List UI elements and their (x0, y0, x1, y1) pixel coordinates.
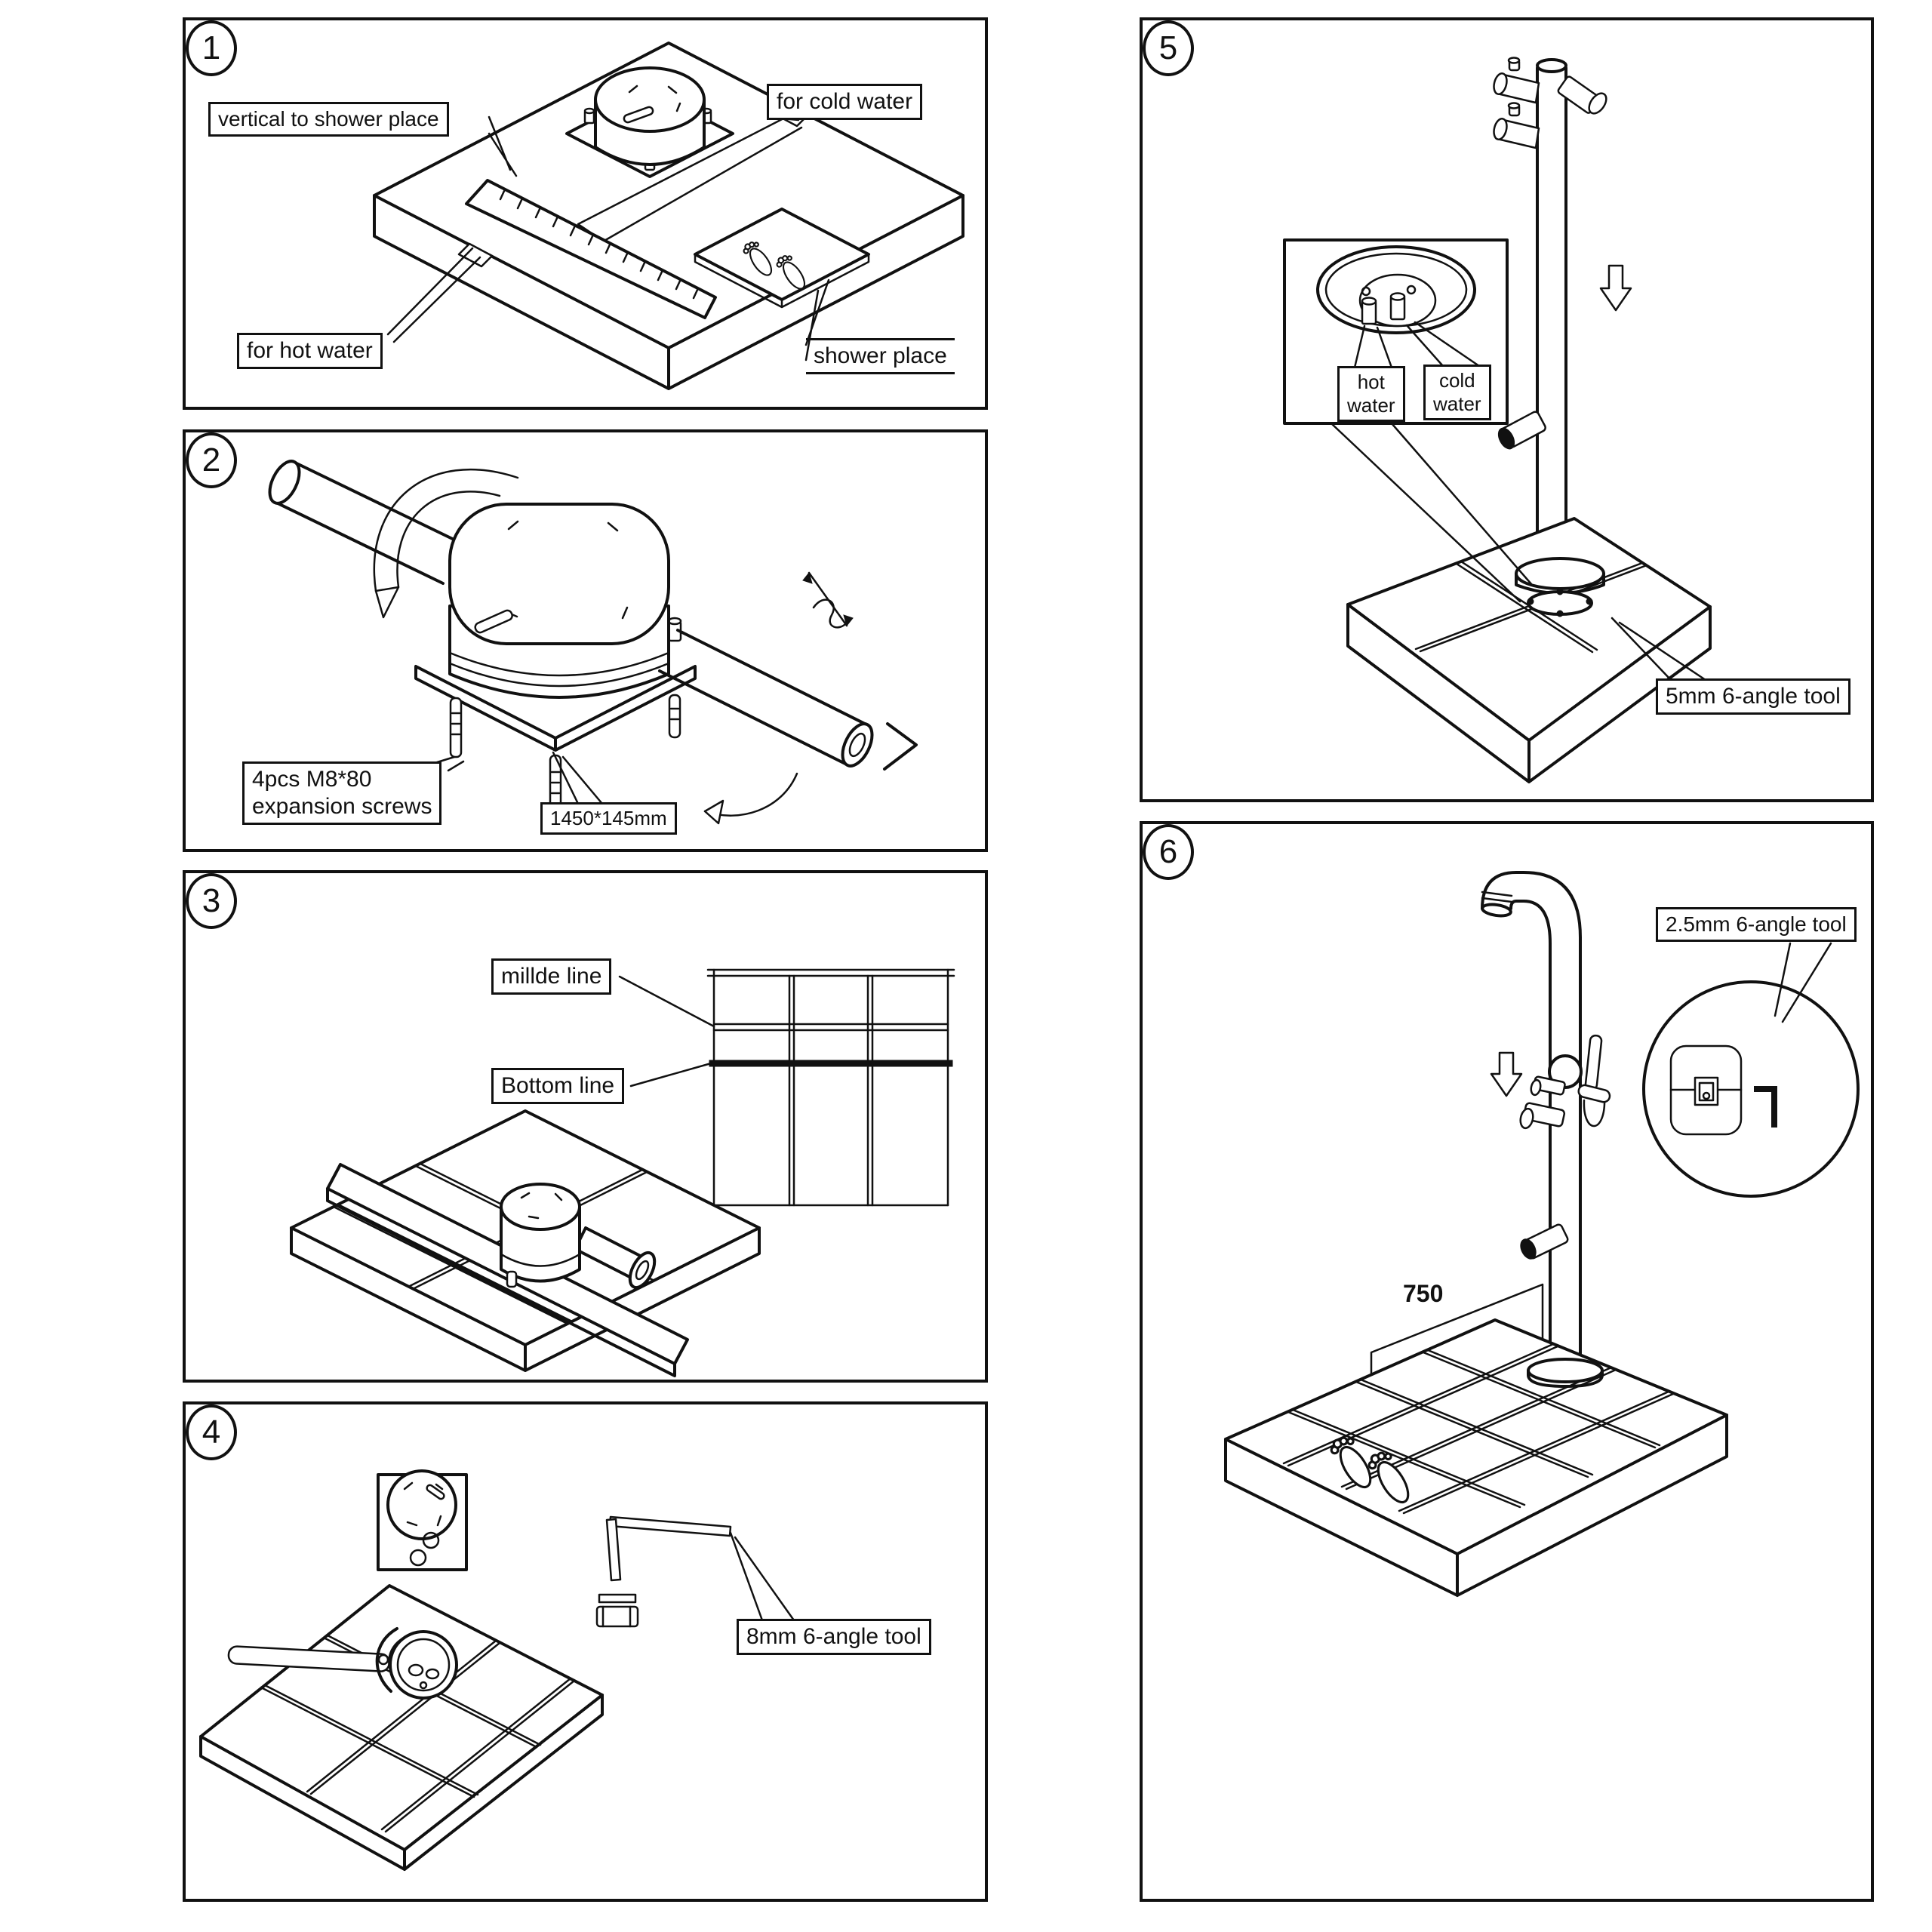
mounting-base (450, 504, 669, 697)
step-number-2: 2 (186, 432, 237, 488)
label-8mm-tool: 8mm 6-angle tool (737, 1619, 931, 1655)
label-5mm-tool: 5mm 6-angle tool (1656, 678, 1850, 715)
base-slab (1348, 518, 1710, 782)
label-bottom-line: Bottom line (491, 1068, 624, 1104)
leader-lines (435, 752, 602, 804)
dimension-750: 750 (1403, 1280, 1444, 1307)
floor-slab (201, 1586, 602, 1869)
leader-lines (731, 1533, 794, 1620)
leader-lines (620, 977, 714, 1086)
step-panel-4 (183, 1401, 988, 1902)
valve-assembly (1518, 1035, 1611, 1129)
label-expansion-screws-line2: expansion screws (252, 794, 432, 819)
step-number-1: 1 (186, 20, 237, 76)
adapter-part (597, 1595, 638, 1626)
tile-elevation (708, 970, 954, 1205)
label-hot-water-line2: water (1347, 394, 1395, 417)
label-for-hot-water: for hot water (237, 333, 383, 369)
step-number-6: 6 (1143, 824, 1194, 880)
distance-mark (803, 573, 853, 627)
label-cold-water (1423, 365, 1491, 420)
bottom-line-mark (709, 1060, 952, 1066)
step-panel-1 (183, 17, 988, 410)
base-top-view-card (378, 1471, 466, 1570)
step-number-3: 3 (186, 873, 237, 929)
label-for-cold-water: for cold water (767, 84, 922, 120)
label-middle-line: millde line (491, 958, 611, 995)
hex-key-icon (607, 1517, 731, 1580)
step-panel-6 (1140, 821, 1874, 1902)
step-panel-2 (183, 429, 988, 852)
swing-arrow-icon (705, 774, 797, 823)
label-2-5mm-tool: 2.5mm 6-angle tool (1656, 907, 1857, 942)
label-hot-water (1337, 366, 1405, 422)
label-dimension-1450: 1450*145mm (540, 802, 677, 835)
shower-column (1492, 58, 1610, 561)
label-hot-water-line1: hot (1357, 371, 1385, 393)
label-vertical-to-shower-place: vertical to shower place (208, 102, 449, 137)
foot-outlet (1518, 1223, 1569, 1261)
label-expansion-screws-line1: 4pcs M8*80 (252, 767, 372, 792)
label-expansion-screws (242, 761, 441, 825)
step-number-4: 4 (186, 1404, 237, 1460)
slide-arrow-icon (884, 724, 916, 769)
label-cold-water-line2: water (1433, 392, 1481, 416)
panel3-illustration (186, 873, 985, 1380)
down-arrow-icon (1601, 266, 1631, 310)
step-panel-5 (1140, 17, 1874, 802)
panel6-illustration (1143, 824, 1871, 1899)
water-pipe-right (660, 630, 878, 771)
label-cold-water-line1: cold (1438, 369, 1475, 392)
switch-detail-magnifier (1644, 982, 1858, 1196)
floor-slab (1226, 1320, 1727, 1595)
hand-shower-wand (1585, 1035, 1601, 1090)
label-shower-place: shower place (806, 338, 955, 374)
step-number-5: 5 (1143, 20, 1194, 76)
step-panel-3 (183, 870, 988, 1383)
down-arrow-icon (1491, 1053, 1521, 1096)
